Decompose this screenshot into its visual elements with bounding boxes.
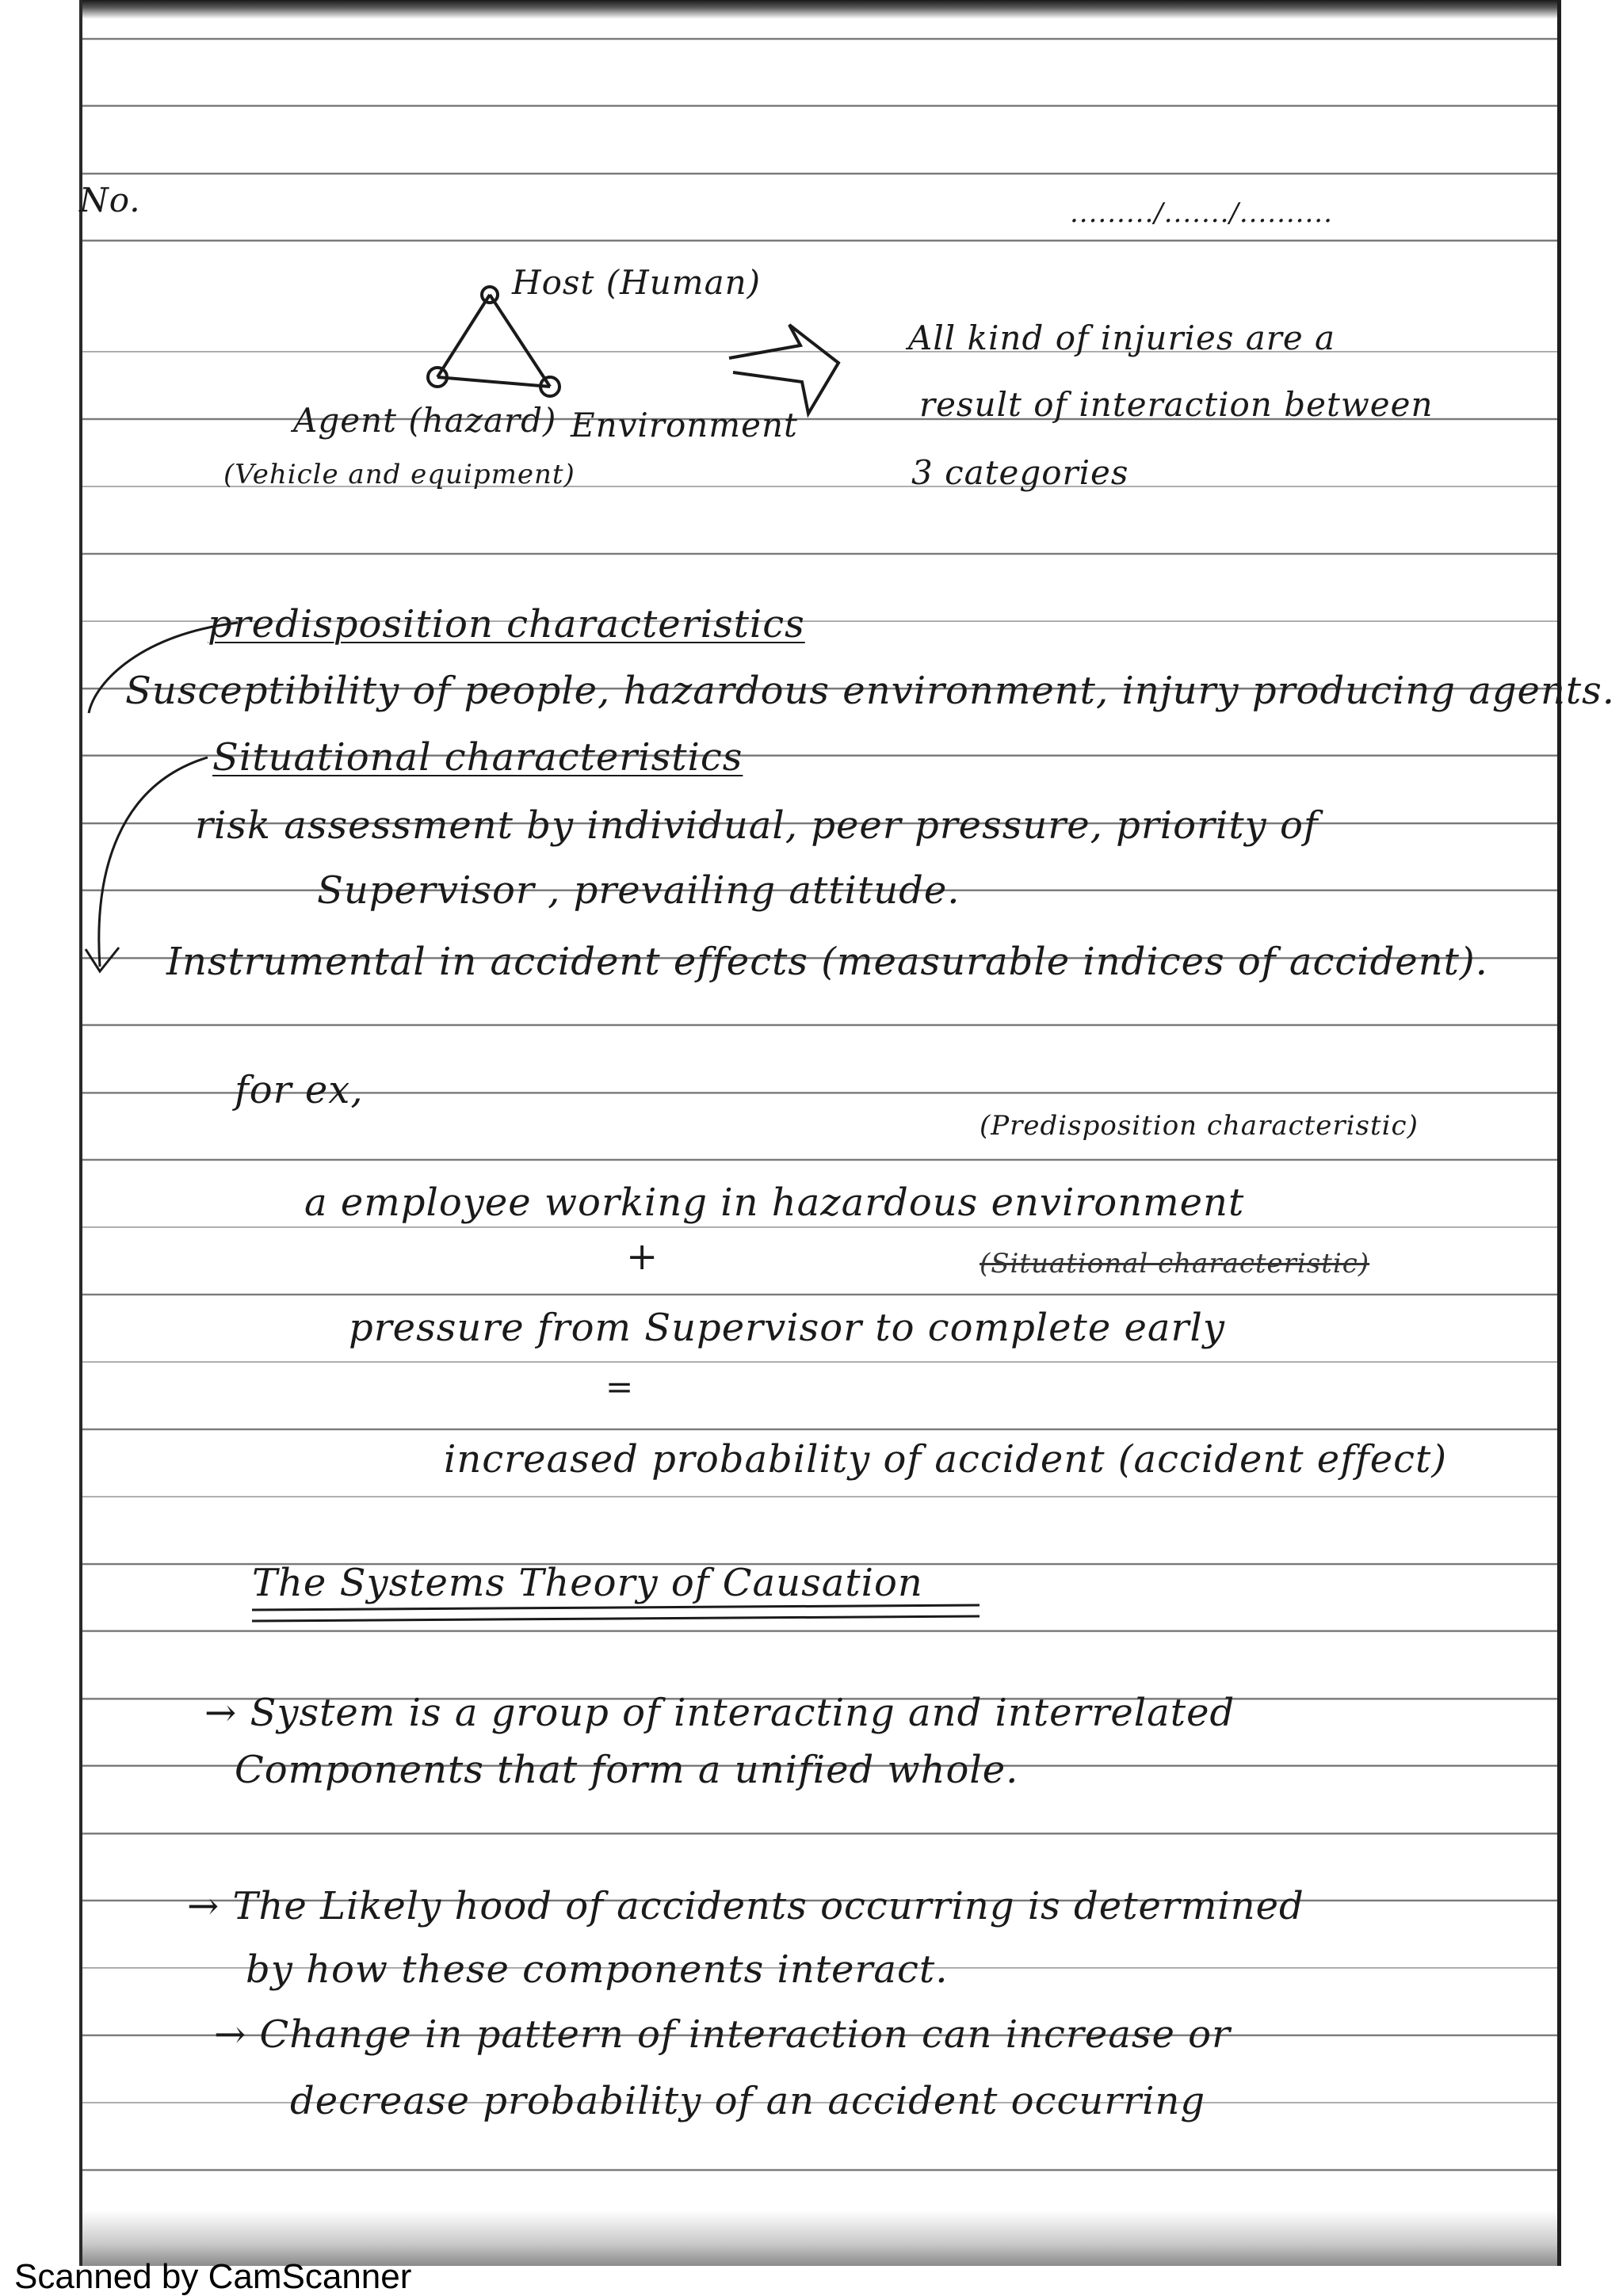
page-number-label: No. — [79, 181, 141, 219]
instrumental-line: Instrumental in accident effects (measurable indices of accident). — [166, 940, 1488, 984]
agent-sub-label: (Vehicle and equipment) — [223, 459, 575, 490]
triangle-edge-right — [490, 295, 550, 387]
situational-heading: Situational characteristics — [212, 735, 743, 780]
for-example: for ex, — [235, 1068, 364, 1112]
example-line-2: pressure from Supervisor to complete early — [349, 1306, 1225, 1350]
agent-label: Agent (hazard) — [293, 401, 557, 440]
note-line-2: result of interaction between — [919, 385, 1434, 424]
example-equals: = — [605, 1367, 635, 1406]
date-field: ........./......./.......... — [1070, 197, 1333, 229]
example-line-3: increased probability of accident (accident effect) — [444, 1437, 1448, 1482]
systems-point-3-line-2: decrease probability of an accident occurring — [290, 2079, 1206, 2123]
predisposition-heading: predisposition characteristics — [208, 602, 805, 646]
example-plus: + — [626, 1234, 659, 1279]
note-situational: (Situational characteristic) — [980, 1248, 1370, 1280]
title-underline — [252, 1605, 980, 1621]
situational-line-1: risk assessment by individual, peer pressure, priority of — [195, 803, 1319, 848]
note-line-3: 3 categories — [911, 453, 1129, 492]
host-label: Host (Human) — [512, 263, 762, 302]
triangle-edge-bottom — [437, 377, 550, 387]
triangle-diagram — [428, 287, 559, 396]
scanner-watermark: Scanned by CamScanner — [14, 2257, 412, 2296]
systems-point-1-line-2: Components that form a unified whole. — [235, 1748, 1019, 1792]
predisposition-text: Susceptibility of people, hazardous environment, injury producing agents. — [125, 669, 1616, 713]
example-line-1: a employee working in hazardous environment — [304, 1180, 1245, 1225]
systems-point-1-line-1: → System is a group of interacting and interrelated — [204, 1691, 1235, 1735]
systems-title: The Systems Theory of Causation — [252, 1561, 923, 1605]
systems-point-2-line-1: → The Likely hood of accidents occurring is determined — [187, 1884, 1304, 1928]
triangle-edge-left — [437, 295, 490, 377]
environment-label: Environment — [571, 406, 798, 444]
systems-point-2-line-2: by how these components interact. — [246, 1947, 949, 1992]
note-predisposition: (Predisposition characteristic) — [980, 1110, 1419, 1142]
situational-line-2: Supervisor , prevailing attitude. — [317, 868, 960, 913]
systems-point-3-line-1: → Change in pattern of interaction can increase or — [214, 2012, 1231, 2057]
note-line-1: All kind of injuries are a — [908, 318, 1336, 357]
implies-arrow-icon — [729, 325, 838, 414]
